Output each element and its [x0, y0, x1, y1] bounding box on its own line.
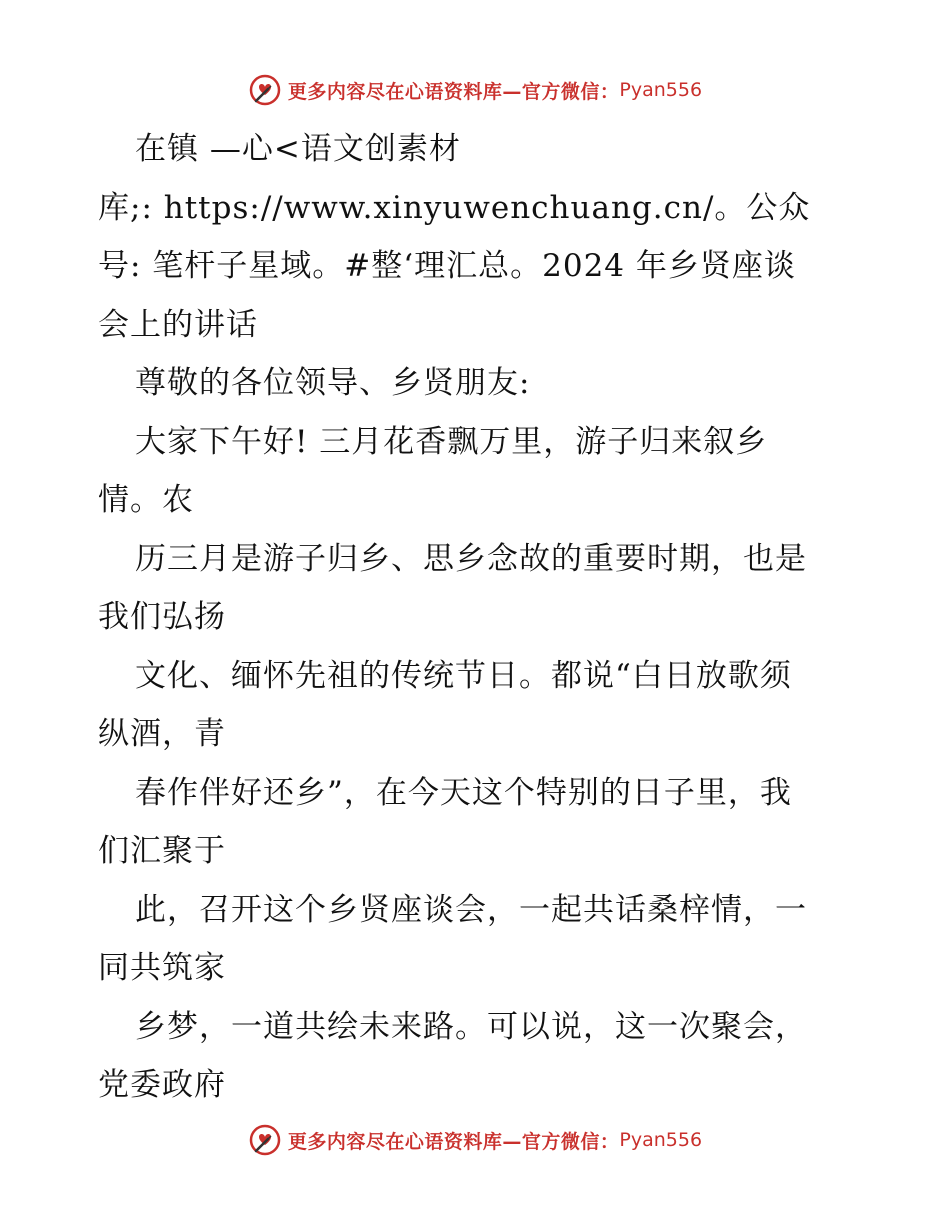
paragraph-line: 春作伴好还乡”，在今天这个特别的日子里，我 — [135, 774, 792, 811]
paragraph-line: 们汇聚于 — [98, 833, 226, 869]
banner-text: 更多内容尽在心语资料库—官方微信： — [287, 80, 620, 103]
paragraph-line: 党委政府 — [98, 1067, 226, 1103]
paragraph-line: 在镇 —心<语文创素材 — [135, 131, 461, 167]
paragraph-line: 乡梦，一道共绘未来路。可以说，这一次聚会， — [135, 1008, 807, 1045]
paragraph-line: 文化、缅怀先祖的传统节日。都说“白日放歌须 — [135, 657, 792, 694]
paragraph-line: 历三月是游子归乡、思乡念故的重要时期，也是 — [135, 540, 807, 577]
pen-heart-logo-icon — [248, 1123, 282, 1157]
paragraph-line: 情。农 — [98, 482, 194, 518]
paragraph-line: 号: 笔杆子星域。#整‘理汇总。2024 年乡贤座谈 — [98, 248, 796, 284]
banner-contact: Pyan556 — [619, 1129, 703, 1151]
header-banner — [0, 70, 950, 110]
paragraph-line: 库;: https://www.xinyuwenchuang.cn/。公众 — [98, 189, 811, 226]
document-body — [98, 120, 858, 1115]
pen-heart-logo-icon — [248, 73, 282, 107]
paragraph-line: 尊敬的各位领导、乡贤朋友: — [135, 365, 531, 401]
paragraph-line: 纵酒，青 — [98, 716, 226, 752]
paragraph-line: 会上的讲话 — [98, 306, 258, 343]
banner-contact: Pyan556 — [619, 79, 703, 101]
banner-text: 更多内容尽在心语资料库—官方微信： — [287, 1130, 620, 1153]
paragraph-line: 此，召开这个乡贤座谈会，一起共话桑梓情，一 — [135, 891, 807, 928]
paragraph-line: 大家下午好! 三月花香飘万里，游子归来叙乡 — [135, 423, 768, 460]
paragraph-line: 同共筑家 — [98, 950, 226, 986]
footer-banner — [0, 1120, 950, 1160]
paragraph-line: 我们弘扬 — [98, 599, 226, 635]
